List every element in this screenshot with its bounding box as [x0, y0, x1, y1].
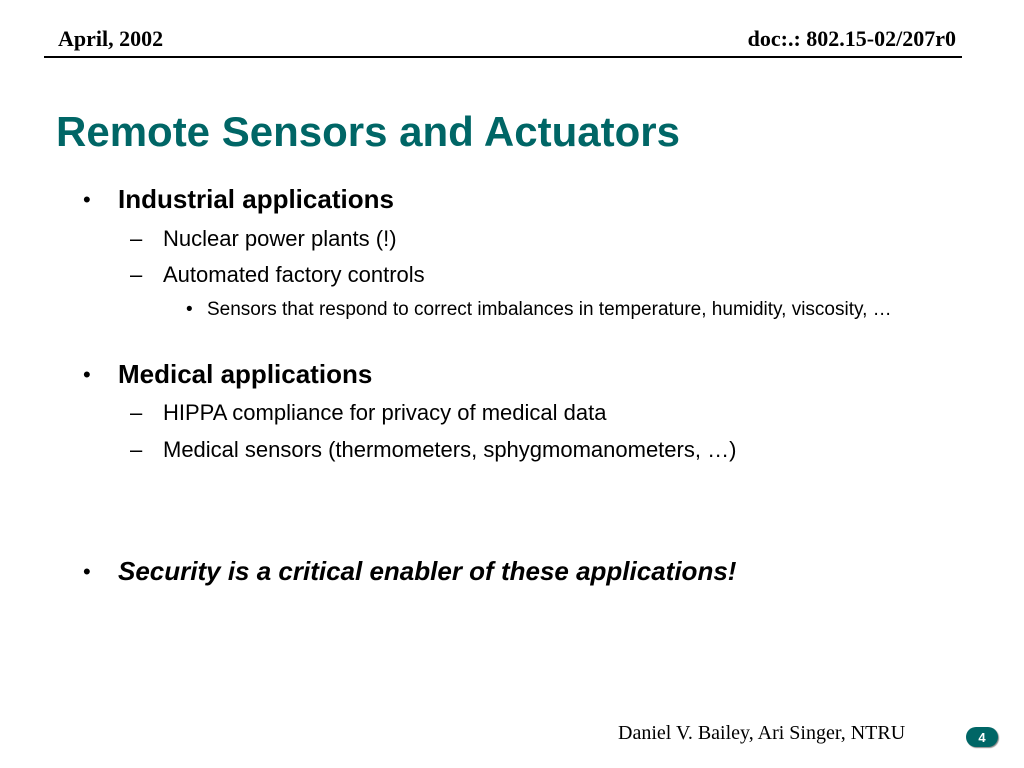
bullet-marker: • [83, 559, 91, 584]
bullet-industrial [83, 184, 394, 215]
page-number-badge [966, 727, 998, 747]
bullet-security [83, 556, 737, 587]
bullet-marker: • [83, 362, 91, 387]
sub-bullet-text: Medical sensors (thermometers, sphygmomanometers, …) [163, 437, 737, 462]
sub-bullet-nuclear [130, 226, 397, 252]
dash-marker: – [130, 226, 143, 251]
sub-bullet-text: Nuclear power plants (!) [163, 226, 397, 251]
sub-bullet-medical-sensors [130, 437, 737, 463]
bullet-medical [83, 359, 373, 390]
sub-bullet-text: Automated factory controls [163, 262, 425, 287]
header-date: April, 2002 [58, 26, 164, 51]
header-doc-id: doc:.: 802.15-02/207r0 [747, 26, 956, 51]
dash-marker: – [130, 437, 143, 462]
sub-sub-bullet-text: Sensors that respond to correct imbalances in temperature, humidity, viscosity, … [207, 299, 892, 320]
footer-authors: Daniel V. Bailey, Ari Singer, NTRU [618, 722, 906, 744]
sub-bullet-text: HIPPA compliance for privacy of medical data [163, 400, 607, 425]
bullet-marker: • [83, 187, 91, 212]
dash-marker: – [130, 400, 143, 425]
bullet-text: Industrial applications [118, 184, 394, 214]
slide-title: Remote Sensors and Actuators [56, 108, 680, 155]
sub-bullet-hippa [130, 400, 607, 426]
bullet-text: Security is a critical enabler of these applications! [118, 556, 737, 586]
page-number: 4 [978, 729, 986, 745]
sub-bullet-factory [130, 262, 425, 288]
dash-marker: – [130, 262, 143, 287]
sub-sub-bullet-sensors [186, 296, 927, 323]
bullet-marker: • [186, 299, 193, 320]
bullet-text: Medical applications [118, 359, 373, 389]
